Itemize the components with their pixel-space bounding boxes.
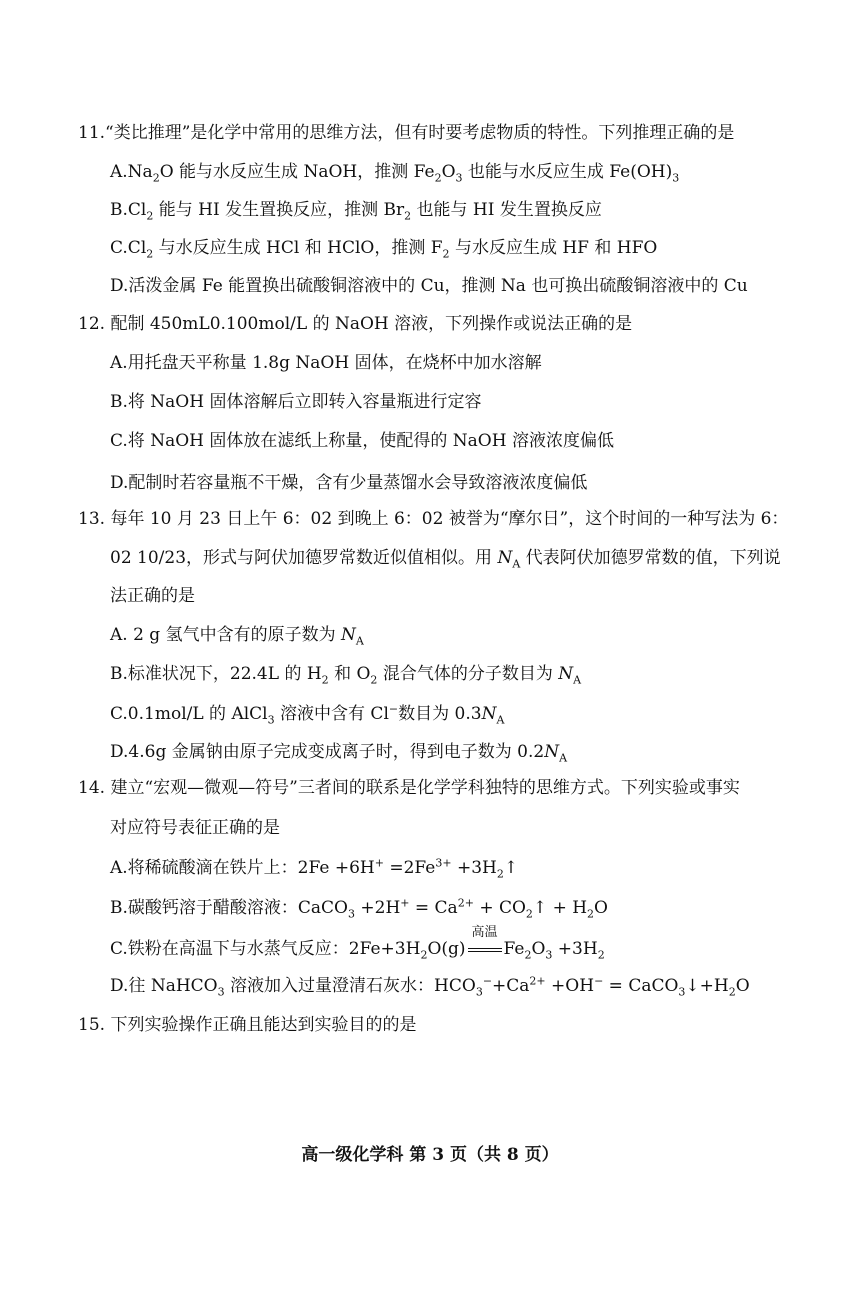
q13-stem-line3: 法正确的是 <box>110 586 195 606</box>
q13-option-c: C.0.1mol/L 的 AlCl$_3$ 溶液中含有 Cl−数目为 $0.3N_A$ <box>110 702 505 727</box>
q12-stem: 12. 配制 450mL0.100mol/L 的 NaOH 溶液，下列操作或说法正确的是 <box>78 314 633 334</box>
q13-option-d: D.4.6g 金属钠由原子完成变成离子时，得到电子数为 $0.2N_A$ <box>110 742 568 765</box>
q14-stem-line1: 14. 建立“宏观—微观—符号”三者间的联系是化学学科独特的思维方式。下列实验或事实 <box>78 778 740 798</box>
q12-option-d: D.配制时若容量瓶不干燥，含有少量蒸馏水会导致溶液浓度偏低 <box>110 473 588 493</box>
q13-option-a: A. 2 g 氢气中含有的原子数为 $N_A$ <box>110 625 364 648</box>
q14-option-c: C.铁粉在高温下与水蒸气反应：$2Fe+3H_2O(g)$ 高温 $Fe_2O_3 +3H_2$ <box>110 925 605 962</box>
q14-stem-line2: 对应符号表征正确的是 <box>110 818 280 838</box>
q11-option-b: $B.Cl_2$ 能与 HI 发生置换反应，推测 $Br_2$ 也能与 HI 发生置换反应 <box>110 200 602 223</box>
q11-stem: 11.“类比推理”是化学中常用的思维方法，但有时要考虑物质的特性。下列推理正确的是 <box>78 123 735 143</box>
q13-stem-line1: 13. 每年 10 月 23 日上午 6：02 到晚上 6：02 被誉为“摩尔日”，这个时间的一种写法为 6： <box>78 509 789 529</box>
q14-option-b: B.碳酸钙溶于醋酸溶液：CaCO$_3$ $+2H^+ = Ca^{2+}$ + $CO_2↑ + H_2O$ <box>110 896 608 921</box>
q14-option-d: D.往 NaHCO$_3$ 溶液加入过量澄清石灰水：$HCO_3^-+Ca^{2+} +OH^-$ = $CaCO_3↓+H_2O$ <box>110 974 750 999</box>
q15-stem: 15. 下列实验操作正确且能达到实验目的的是 <box>78 1015 417 1035</box>
q11-option-d: D.活泼金属 Fe 能置换出硫酸铜溶液中的 Cu，推测 Na 也可换出硫酸铜溶液中的 Cu <box>110 276 748 296</box>
q14-option-a: A.将稀硫酸滴在铁片上：$2Fe +6H^+ =2Fe^{3+}$ $+3H_2↑$ <box>110 856 519 881</box>
q11-option-c: $C.Cl_2$ 与水反应生成 HCl 和 HClO，推测 $F_2$ 与水反应生成 HF 和 HFO <box>110 238 658 261</box>
q11-option-a: $A.Na_2O$ 能与水反应生成 NaOH，推测 $Fe_2O_3$ 也能与水反应生成 $Fe(OH)_3$ <box>110 162 680 185</box>
q12-option-a: A.用托盘天平称量 1.8g NaOH 固体，在烧杯中加水溶解 <box>110 353 542 373</box>
high-temp-condition: 高温 <box>468 936 502 960</box>
q12-option-c: C.将 NaOH 固体放在滤纸上称量，使配得的 NaOH 溶液浓度偏低 <box>110 431 614 451</box>
page-footer: 高一级化学科 第 3 页（共 8 页） <box>301 1145 559 1165</box>
q13-stem-line2: 02 10/23，形式与阿伏加德罗常数近似值相似。用 $N_A$ 代表阿伏加德罗常数的值，下列说 <box>110 548 781 571</box>
q13-option-b: B.标准状况下，22.4L 的 $H_2$ 和 $O_2$ 混合气体的分子数目为 $N_A$ <box>110 664 582 687</box>
q12-option-b: B.将 NaOH 固体溶解后立即转入容量瓶进行定容 <box>110 392 482 412</box>
